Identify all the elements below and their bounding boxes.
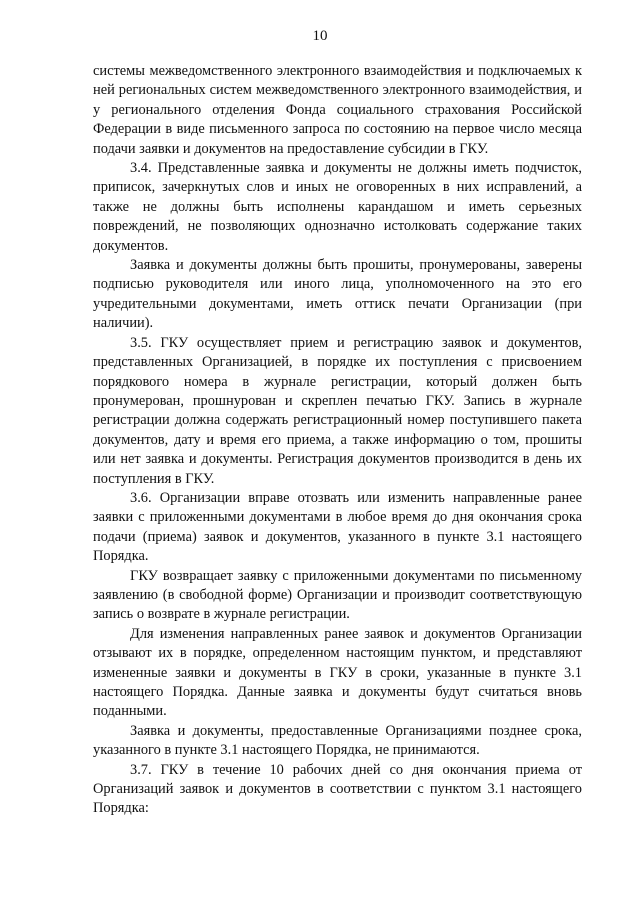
- paragraph-changes-procedure: Для изменения направленных ранее заявок и документов Организации отзывают их в порядке, определенном настоящим пунктом, и представляют измененные заявки и документы в ГКУ в сроки, указанные в пункте 3.1 настоящего Порядка. Данные заявка и документы будут считаться вновь поданными.: [93, 625, 582, 720]
- paragraph-subsidy-request: системы межведомственного электронного взаимодействия и подключаемых к ней региональных систем межведомственного электронного взаимодействия, и у регионального отделения Фонда социального страхования Российской Федерации в виде письменного запроса по состоянию на первое число месяца подачи заявки и документов на предоставление субсидии в ГКУ.: [93, 63, 582, 157]
- paragraph-late-documents: Заявка и документы, предоставленные Организациями позднее срока, указанного в пункте 3.1 настоящего Порядка, не принимаются.: [93, 722, 582, 759]
- page-number: 10: [312, 28, 328, 44]
- paragraph-return-application: ГКУ возвращает заявку с приложенными документами по письменному заявлению (в свободной форме) Организации и производит соответствующую запись о возврате в журнале регистрации.: [93, 567, 582, 623]
- paragraph-3-6-withdrawal: 3.6. Организации вправе отозвать или изменить направленные ранее заявки с приложенными документами в любое время до дня окончания срока подачи (приема) заявок и документов, указанного в пункте 3.1 настоящего Порядка.: [93, 489, 582, 565]
- paragraph-3-4-requirements: 3.4. Представленные заявка и документы не должны иметь подчисток, приписок, зачеркнутых слов и иных не оговоренных в них исправлений, а также не должны быть исполнены карандашом и иметь серьезных повреждений, не позволяющих однозначно истолковать содержание таких документов.: [93, 160, 582, 254]
- document-body: [93, 62, 582, 819]
- paragraph-3-5-registration: 3.5. ГКУ осуществляет прием и регистрацию заявок и документов, представленных Организацией, в порядке их поступления с присвоением порядкового номера в журнале регистрации, который должен быть пронумерован, прошнурован и скреплен печатью ГКУ. Запись в журнале регистрации должна содержать регистрационный номер поступившего пакета документов, дату и время его приема, а также информацию о том, прошиты или нет заявка и документы. Регистрация документов производится в день их поступления в ГКУ.: [93, 334, 582, 487]
- paragraph-3-7-review: 3.7. ГКУ в течение 10 рабочих дней со дня окончания приема от Организаций заявок и документов в соответствии с пунктом 3.1 настоящего Порядка:: [93, 761, 582, 817]
- paragraph-stitching-requirements: Заявка и документы должны быть прошиты, пронумерованы, заверены подписью руководителя или иного лица, уполномоченного на это его учредительными документами, иметь оттиск печати Организации (при наличии).: [93, 257, 582, 332]
